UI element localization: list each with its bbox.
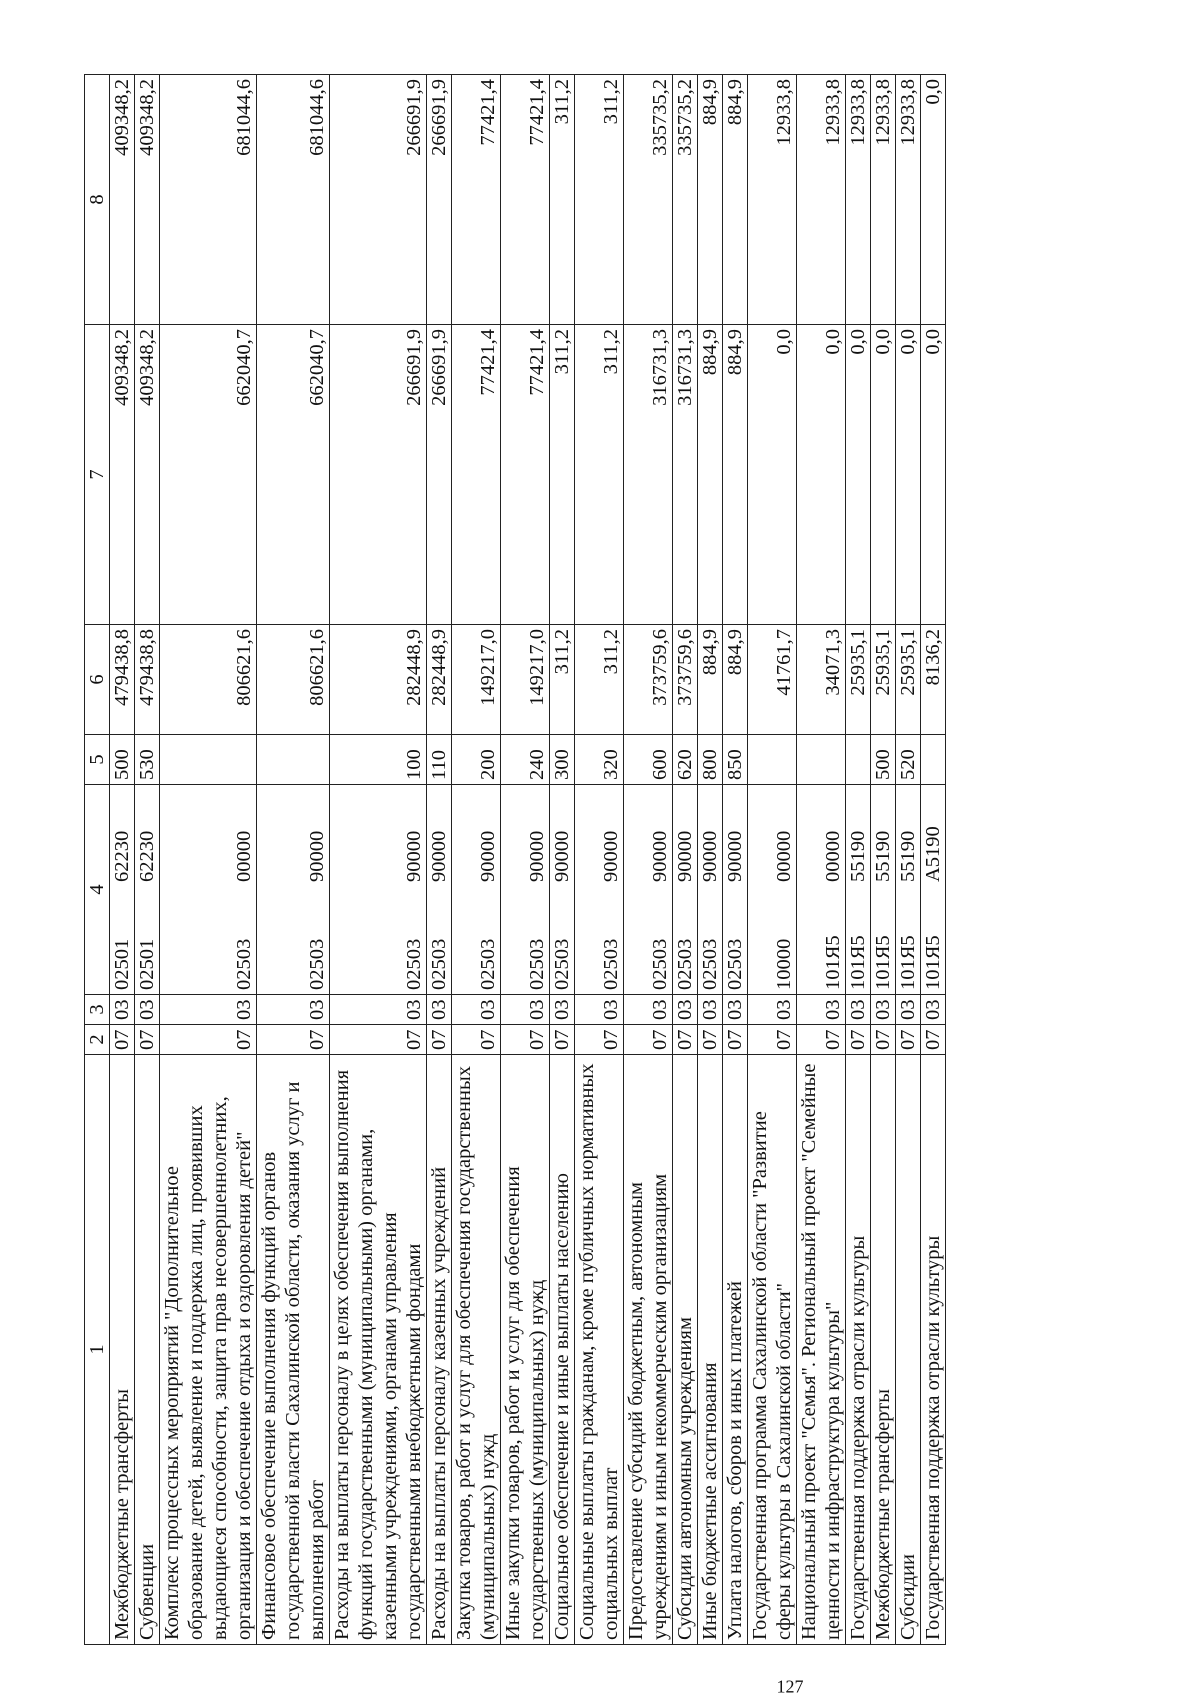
expense-type-code — [257, 735, 330, 785]
program-code: 02503 — [428, 938, 450, 990]
amount-col8: 681044,6 — [160, 75, 257, 325]
direction-code: 90000 — [477, 830, 499, 882]
row-name: Финансовое обеспечение выполнения функций органов государственной власти Сахалинской области, оказания услуг и выполнения работ — [257, 1055, 330, 1645]
row-name: Субсидии автономным учреждениям — [673, 1055, 698, 1645]
subsection-code: 03 — [160, 995, 257, 1025]
program-code: 02501 — [111, 938, 133, 990]
amount-col7: 0,0 — [896, 325, 921, 625]
program-code: 10000 — [773, 938, 795, 990]
target-article-code — [624, 785, 673, 995]
amount-col7: 884,9 — [698, 325, 723, 625]
header-row — [85, 75, 110, 1645]
program-code: 02503 — [526, 938, 548, 990]
table-row — [501, 75, 550, 1645]
direction-code: 55190 — [897, 830, 919, 882]
amount-col6: 41761,7 — [748, 625, 797, 735]
subsection-code: 03 — [110, 995, 135, 1025]
table-row — [427, 75, 452, 1645]
amount-col7: 316731,3 — [673, 325, 698, 625]
amount-col8: 884,9 — [723, 75, 748, 325]
section-code: 07 — [135, 1025, 160, 1055]
row-name: Государственная программа Сахалинской области "Развитие сферы культуры в Сахалинской области" — [748, 1055, 797, 1645]
expense-type-code: 850 — [723, 735, 748, 785]
section-code: 07 — [673, 1025, 698, 1055]
amount-col8: 681044,6 — [257, 75, 330, 325]
amount-col6: 25935,1 — [871, 625, 896, 735]
amount-col8: 884,9 — [698, 75, 723, 325]
subsection-code: 03 — [896, 995, 921, 1025]
amount-col6: 884,9 — [698, 625, 723, 735]
section-code: 07 — [698, 1025, 723, 1055]
section-code: 07 — [624, 1025, 673, 1055]
program-code: 02503 — [306, 938, 328, 990]
expense-type-code — [160, 735, 257, 785]
target-article-code — [135, 785, 160, 995]
target-article-code — [330, 785, 427, 995]
subsection-code: 03 — [575, 995, 624, 1025]
amount-col8: 409348,2 — [110, 75, 135, 325]
amount-col8: 12933,8 — [797, 75, 846, 325]
amount-col7: 409348,2 — [110, 325, 135, 625]
amount-col6: 25935,1 — [846, 625, 871, 735]
amount-col7: 0,0 — [846, 325, 871, 625]
section-code: 07 — [575, 1025, 624, 1055]
row-name: Иные бюджетные ассигнования — [698, 1055, 723, 1645]
direction-code: 90000 — [649, 830, 671, 882]
amount-col7: 0,0 — [921, 325, 946, 625]
expense-type-code: 240 — [501, 735, 550, 785]
program-code: 02503 — [233, 938, 255, 990]
section-code: 07 — [871, 1025, 896, 1055]
target-article-code — [550, 785, 575, 995]
section-code: 07 — [257, 1025, 330, 1055]
row-name: Межбюджетные трансферты — [871, 1055, 896, 1645]
target-article-code — [575, 785, 624, 995]
target-article-code — [160, 785, 257, 995]
amount-col8: 335735,2 — [624, 75, 673, 325]
program-code: 02503 — [649, 938, 671, 990]
amount-col8: 12933,8 — [871, 75, 896, 325]
amount-col6: 282448,9 — [330, 625, 427, 735]
amount-col7: 77421,4 — [452, 325, 501, 625]
expense-type-code: 200 — [452, 735, 501, 785]
section-code: 07 — [330, 1025, 427, 1055]
direction-code: 00000 — [233, 830, 255, 882]
amount-col7: 311,2 — [550, 325, 575, 625]
expense-type-code: 520 — [896, 735, 921, 785]
amount-col6: 149217,0 — [452, 625, 501, 735]
amount-col6: 34071,3 — [797, 625, 846, 735]
expense-type-code: 500 — [871, 735, 896, 785]
amount-col8: 0,0 — [921, 75, 946, 325]
expense-type-code: 800 — [698, 735, 723, 785]
target-article-code — [501, 785, 550, 995]
program-code: 02503 — [600, 938, 622, 990]
amount-col7: 0,0 — [748, 325, 797, 625]
section-code: 07 — [427, 1025, 452, 1055]
direction-code: 62230 — [136, 830, 158, 882]
row-name: Предоставление субсидий бюджетным, автономным учреждениям и иным некоммерческим организациям — [624, 1055, 673, 1645]
amount-col6: 806621,6 — [160, 625, 257, 735]
table-row — [550, 75, 575, 1645]
amount-col6: 806621,6 — [257, 625, 330, 735]
program-code: 02503 — [724, 938, 746, 990]
subsection-code: 03 — [921, 995, 946, 1025]
section-code: 07 — [501, 1025, 550, 1055]
program-code: 02503 — [403, 938, 425, 990]
section-code: 07 — [797, 1025, 846, 1055]
amount-col8: 12933,8 — [748, 75, 797, 325]
subsection-code: 03 — [846, 995, 871, 1025]
subsection-code: 03 — [257, 995, 330, 1025]
expense-type-code: 110 — [427, 735, 452, 785]
program-code: 02503 — [551, 938, 573, 990]
target-article-code — [921, 785, 946, 995]
direction-code: А5190 — [922, 826, 944, 882]
target-article-code — [257, 785, 330, 995]
amount-col6: 373759,6 — [673, 625, 698, 735]
expense-type-code: 320 — [575, 735, 624, 785]
program-code: 101Я5 — [872, 935, 894, 990]
subsection-code: 03 — [748, 995, 797, 1025]
budget-table — [84, 74, 946, 1645]
row-name: Иные закупки товаров, работ и услуг для обеспечения государственных (муниципальных) нужд — [501, 1055, 550, 1645]
amount-col6: 373759,6 — [624, 625, 673, 735]
amount-col7: 662040,7 — [160, 325, 257, 625]
subsection-code: 03 — [673, 995, 698, 1025]
direction-code: 90000 — [724, 830, 746, 882]
subsection-code: 03 — [797, 995, 846, 1025]
amount-col8: 12933,8 — [896, 75, 921, 325]
target-article-code — [723, 785, 748, 995]
direction-code: 90000 — [306, 830, 328, 882]
program-code: 101Я5 — [922, 935, 944, 990]
subsection-code: 03 — [723, 995, 748, 1025]
direction-code: 62230 — [111, 830, 133, 882]
program-code: 02501 — [136, 938, 158, 990]
row-name: Государственная поддержка отрасли культуры — [846, 1055, 871, 1645]
row-name: Закупка товаров, работ и услуг для обеспечения государственных (муниципальных) нужд — [452, 1055, 501, 1645]
table-row — [921, 75, 946, 1645]
section-code: 07 — [452, 1025, 501, 1055]
table-row — [871, 75, 896, 1645]
expense-type-code — [748, 735, 797, 785]
column-header: 2 — [85, 1025, 110, 1055]
amount-col7: 0,0 — [871, 325, 896, 625]
direction-code: 55190 — [872, 830, 894, 882]
column-header: 4 — [85, 785, 110, 995]
table-row — [110, 75, 135, 1645]
direction-code: 90000 — [526, 830, 548, 882]
row-name: Национальный проект "Семья". Региональный проект "Семейные ценности и инфраструктура культуры" — [797, 1055, 846, 1645]
program-code: 02503 — [477, 938, 499, 990]
amount-col8: 12933,8 — [846, 75, 871, 325]
target-article-code — [698, 785, 723, 995]
section-code: 07 — [160, 1025, 257, 1055]
amount-col6: 8136,2 — [921, 625, 946, 735]
amount-col7: 316731,3 — [624, 325, 673, 625]
amount-col6: 479438,8 — [135, 625, 160, 735]
column-header: 3 — [85, 995, 110, 1025]
subsection-code: 03 — [550, 995, 575, 1025]
direction-code: 55190 — [847, 830, 869, 882]
table-row — [330, 75, 427, 1645]
subsection-code: 03 — [330, 995, 427, 1025]
amount-col8: 311,2 — [550, 75, 575, 325]
row-name: Расходы на выплаты персоналу казенных учреждений — [427, 1055, 452, 1645]
target-article-code — [896, 785, 921, 995]
row-name: Уплата налогов, сборов и иных платежей — [723, 1055, 748, 1645]
target-article-code — [846, 785, 871, 995]
amount-col8: 409348,2 — [135, 75, 160, 325]
table-row — [698, 75, 723, 1645]
section-code: 07 — [723, 1025, 748, 1055]
amount-col7: 77421,4 — [501, 325, 550, 625]
amount-col8: 335735,2 — [673, 75, 698, 325]
program-code: 101Я5 — [847, 935, 869, 990]
subsection-code: 03 — [427, 995, 452, 1025]
amount-col7: 409348,2 — [135, 325, 160, 625]
row-name: Социальные выплаты гражданам, кроме публичных нормативных социальных выплат — [575, 1055, 624, 1645]
table-row — [624, 75, 673, 1645]
expense-type-code — [846, 735, 871, 785]
expense-type-code: 300 — [550, 735, 575, 785]
column-header: 7 — [85, 325, 110, 625]
section-code: 07 — [896, 1025, 921, 1055]
row-name: Межбюджетные трансферты — [110, 1055, 135, 1645]
target-article-code — [748, 785, 797, 995]
section-code: 07 — [921, 1025, 946, 1055]
table-row — [452, 75, 501, 1645]
row-name: Государственная поддержка отрасли культуры — [921, 1055, 946, 1645]
amount-col7: 0,0 — [797, 325, 846, 625]
direction-code: 90000 — [674, 830, 696, 882]
program-code: 02503 — [699, 938, 721, 990]
amount-col6: 282448,9 — [427, 625, 452, 735]
expense-type-code: 530 — [135, 735, 160, 785]
target-article-code — [871, 785, 896, 995]
direction-code: 90000 — [403, 830, 425, 882]
subsection-code: 03 — [501, 995, 550, 1025]
row-name: Расходы на выплаты персоналу в целях обеспечения выполнения функций государственными (муниципальными) органами, казенными учреждениями, органами управления государственными внебюджетными фондами — [330, 1055, 427, 1645]
amount-col7: 266691,9 — [427, 325, 452, 625]
expense-type-code: 100 — [330, 735, 427, 785]
section-code: 07 — [748, 1025, 797, 1055]
amount-col6: 311,2 — [575, 625, 624, 735]
amount-col8: 77421,4 — [452, 75, 501, 325]
direction-code: 00000 — [773, 830, 795, 882]
target-article-code — [110, 785, 135, 995]
subsection-code: 03 — [698, 995, 723, 1025]
page-number: 127 — [776, 1676, 804, 1697]
table-row — [846, 75, 871, 1645]
subsection-code: 03 — [135, 995, 160, 1025]
amount-col8: 266691,9 — [330, 75, 427, 325]
table-row — [896, 75, 921, 1645]
target-article-code — [673, 785, 698, 995]
program-code: 02503 — [674, 938, 696, 990]
table-body — [110, 75, 946, 1645]
target-article-code — [797, 785, 846, 995]
direction-code: 00000 — [822, 830, 844, 882]
amount-col6: 884,9 — [723, 625, 748, 735]
target-article-code — [427, 785, 452, 995]
table-row — [748, 75, 797, 1645]
direction-code: 90000 — [428, 830, 450, 882]
column-header: 1 — [85, 1055, 110, 1645]
section-code: 07 — [110, 1025, 135, 1055]
program-code: 101Я5 — [897, 935, 919, 990]
amount-col7: 266691,9 — [330, 325, 427, 625]
column-header: 8 — [85, 75, 110, 325]
section-code: 07 — [550, 1025, 575, 1055]
table-row — [160, 75, 257, 1645]
amount-col7: 884,9 — [723, 325, 748, 625]
direction-code: 90000 — [600, 830, 622, 882]
table-row — [723, 75, 748, 1645]
row-name: Социальное обеспечение и иные выплаты населению — [550, 1055, 575, 1645]
expense-type-code: 600 — [624, 735, 673, 785]
expense-type-code: 620 — [673, 735, 698, 785]
expense-type-code — [921, 735, 946, 785]
expense-type-code: 500 — [110, 735, 135, 785]
table-row — [135, 75, 160, 1645]
amount-col8: 311,2 — [575, 75, 624, 325]
table-row — [797, 75, 846, 1645]
row-name: Субсидии — [896, 1055, 921, 1645]
subsection-code: 03 — [871, 995, 896, 1025]
expense-type-code — [797, 735, 846, 785]
amount-col6: 25935,1 — [896, 625, 921, 735]
amount-col6: 149217,0 — [501, 625, 550, 735]
table-row — [673, 75, 698, 1645]
column-header: 6 — [85, 625, 110, 735]
amount-col7: 662040,7 — [257, 325, 330, 625]
row-name: Субвенции — [135, 1055, 160, 1645]
amount-col8: 266691,9 — [427, 75, 452, 325]
section-code: 07 — [846, 1025, 871, 1055]
amount-col6: 479438,8 — [110, 625, 135, 735]
table-row — [257, 75, 330, 1645]
target-article-code — [452, 785, 501, 995]
program-code: 101Я5 — [822, 935, 844, 990]
row-name: Комплекс процессных мероприятий "Дополнительное образование детей, выявление и поддержка лиц, проявивших выдающиеся способности, защита прав несовершеннолетних, организация и обеспечение отдыха и оздоровления детей" — [160, 1055, 257, 1645]
subsection-code: 03 — [624, 995, 673, 1025]
amount-col7: 311,2 — [575, 325, 624, 625]
amount-col8: 77421,4 — [501, 75, 550, 325]
table-row — [575, 75, 624, 1645]
direction-code: 90000 — [699, 830, 721, 882]
subsection-code: 03 — [452, 995, 501, 1025]
amount-col6: 311,2 — [550, 625, 575, 735]
column-header: 5 — [85, 735, 110, 785]
direction-code: 90000 — [551, 830, 573, 882]
